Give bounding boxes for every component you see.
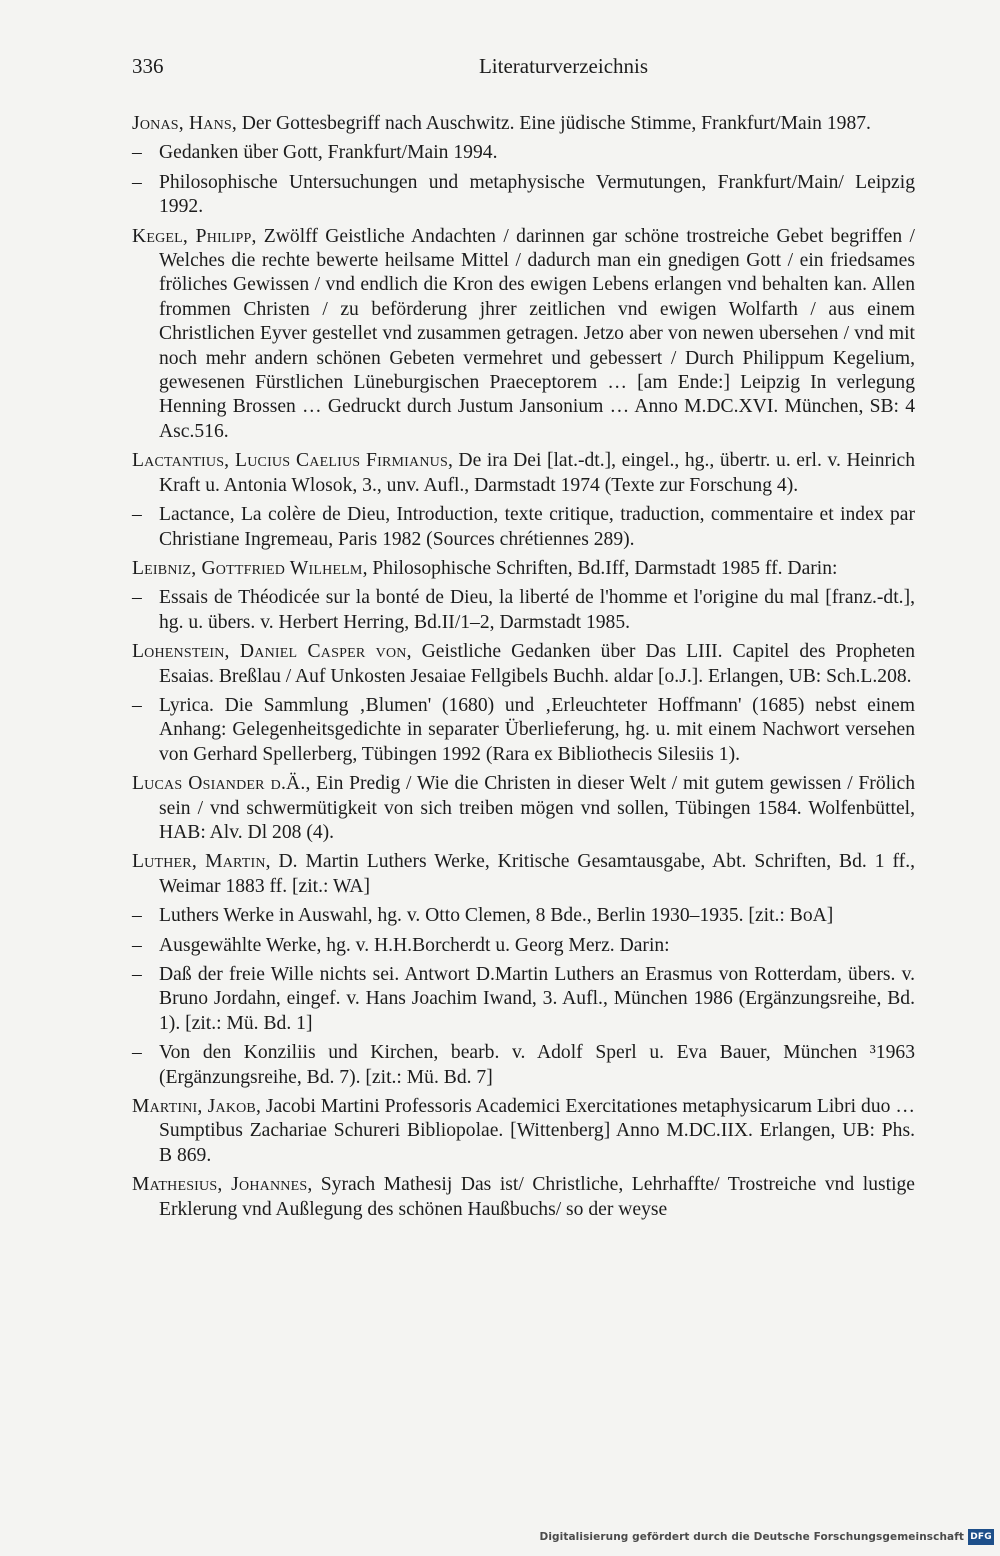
entry-dash: – <box>132 504 142 526</box>
sub-entry <box>132 141 915 165</box>
entry-text: , D. Martin Luthers Werke, Kritische Gesamtausgabe, Abt. Schriften, Bd. 1 ff., Weimar 1883 ff. [zit.: WA] <box>159 851 915 897</box>
page-number: 336 <box>132 54 164 78</box>
dfg-logo-icon: DFG <box>968 1529 994 1545</box>
bibliography-entry <box>132 112 915 136</box>
bibliography-entry <box>132 557 915 581</box>
entry-text: Ausgewählte Werke, hg. v. H.H.Borcherdt u. Georg Merz. Darin: <box>159 934 670 956</box>
entry-author: Martini, Jakob <box>132 1096 256 1118</box>
entry-dash: – <box>132 964 142 985</box>
entry-text: , Syrach Mathesij Das ist/ Christliche, Lehrhaffte/ Trostreiche vnd lustige Erklerung vnd Außlegung des schönen Haußbuchs/ so der weyse <box>159 1174 916 1220</box>
entry-dash: – <box>132 694 142 716</box>
sub-entry <box>132 586 915 635</box>
bibliography-list <box>132 112 915 1227</box>
entry-text: , Jacobi Martini Professoris Academici Exercitationes metaphysicarum Libri duo … Sumptibus Zachariae Schureri Bibliopolae. [Wittenberg] Anno M.DC.IIX. Erlangen, UB: Phs. B 869. <box>159 1096 915 1166</box>
entry-text: Essais de Théodicée sur la bonté de Dieu, la liberté de l'homme et l'origine du mal [franz.-dt.], hg. u. übers. v. Herbert Herring, Bd.II/1–2, Darmstadt 1985. <box>159 587 915 633</box>
page-header <box>132 54 915 88</box>
entry-author: Lucas Osiander d.Ä. <box>132 773 306 795</box>
entry-dash: – <box>132 587 142 609</box>
entry-text: , Der Gottesbegriff nach Auschwitz. Eine jüdische Stimme, Frankfurt/Main 1987. <box>231 113 871 134</box>
footer-credit <box>540 1526 994 1548</box>
bibliography-entry <box>132 850 915 899</box>
footer-text: Digitalisierung gefördert durch die Deutsche Forschungsgemeinschaft <box>539 1531 964 1543</box>
bibliography-entry <box>132 225 915 445</box>
entry-text: Lactance, La colère de Dieu, Introduction, texte critique, traduction, commentaire et index par Christiane Ingremeau, Paris 1982 (Sources chrétiennes 289). <box>159 504 915 550</box>
entry-text: , De ira Dei [lat.-dt.], eingel., hg., übertr. u. erl. v. Heinrich Kraft u. Antonia Wlosok, 3., unv. Aufl., Darmstadt 1974 (Texte zur Forschung 4). <box>159 450 915 496</box>
entry-text: , Philosophische Schriften, Bd.Iff, Darmstadt 1985 ff. Darin: <box>362 557 838 579</box>
entry-text: Von den Konziliis und Kirchen, bearb. v. Adolf Sperl u. Eva Bauer, München ³1963 (Ergänzungsreihe, Bd. 7). [zit.: Mü. Bd. 7] <box>159 1042 915 1088</box>
sub-entry <box>132 503 915 552</box>
entry-text: Gedanken über Gott, Frankfurt/Main 1994. <box>159 142 498 164</box>
bibliography-entry <box>132 449 915 498</box>
entry-text: Daß der freie Wille nichts sei. Antwort D.Martin Luthers an Erasmus von Rotterdam, übers. v. Bruno Jordahn, eingef. v. Hans Joachim Iwand, 3. Aufl., München 1986 (Ergänzungsreihe, Bd. 1). [zit.: Mü. Bd. 1] <box>159 964 915 1034</box>
entry-dash: – <box>132 905 142 927</box>
entry-text: Luthers Werke in Auswahl, hg. v. Otto Clemen, 8 Bde., Berlin 1930–1935. [zit.: BoA] <box>159 905 834 927</box>
sub-entry <box>132 963 915 1036</box>
bibliography-entry <box>132 772 915 845</box>
entry-text: Lyrica. Die Sammlung ‚Blumen' (1680) und ‚Erleuchteter Hoffmann' (1685) nebst einem Anhang: Gelegenheitsgedichte in separater Überlieferung, hg. u. mit einem Nachwort versehen von Gerhard Spellerberg, Tübingen 1992 (Rara ex Bibliothecis Silesiis 1). <box>159 694 915 765</box>
sub-entry <box>132 694 915 767</box>
entry-author: Kegel, Philipp <box>132 225 252 247</box>
sub-entry <box>132 1041 915 1090</box>
entry-author: Mathesius, Johannes <box>132 1174 308 1196</box>
entry-text: , Zwölff Geistliche Andachten / darinnen gar schöne trostreiche Gebet begriffen / Welches die rechte bewerte heilsame Mittel / dadurch man ein gnedigen Gott / ein friedsames fröliches Gewissen / vnd endlich die Kron des ewigen Lebens erlangen vnd behalten kan. Allen frommen Christen / zu beförderung jhrer zeitlichen vnd ewigen Wolfarth / aus einem Christlichen Eyver gestellet vnd zusammen getragen. Jetzo aber von newen ubersehen / vnd mit noch mehr andern schönen Gebeten vermehret und gebessert / Durch Philippum Kegelium, gewesenen Fürstlichen Lüneburgischen Praeceptorem … [am Ende:] Leipzig In verlegung Henning Brossen … Gedruckt durch Justum Jansonium … Anno M.DC.XVI. München, SB: 4 Asc.516. <box>159 225 915 442</box>
entry-text: , Geistliche Gedanken über Das LIII. Capitel des Propheten Esaias. Breßlau / Auf Unkosten Jesaiae Fellgibels Buchh. aldar [o.J.]. Erlangen, UB: Sch.L.208. <box>159 641 915 687</box>
entry-dash: – <box>132 142 142 164</box>
entry-author: Luther, Martin <box>132 851 266 873</box>
sub-entry <box>132 171 915 220</box>
entry-author: Jonas, Hans <box>132 113 232 134</box>
bibliography-entry <box>132 1095 915 1168</box>
sub-entry <box>132 904 915 928</box>
bibliography-entry <box>132 640 915 689</box>
sub-entry <box>132 934 915 958</box>
entry-dash: – <box>132 1042 142 1064</box>
entry-author: Lactantius, Lucius Caelius Firmianus <box>132 450 448 472</box>
bibliography-entry <box>132 1173 915 1222</box>
entry-dash: – <box>132 934 142 956</box>
entry-text: Philosophische Untersuchungen und metaphysische Vermutungen, Frankfurt/Main/ Leipzig 1992. <box>159 171 915 218</box>
entry-dash: – <box>132 171 142 193</box>
running-title: Literaturverzeichnis <box>478 54 649 78</box>
entry-text: , Ein Predig / Wie die Christen in dieser Welt / mit gutem gewissen / Frölich sein / vnd schwermütigkeit von sich treiben mögen vnd sollen, Tübingen 1584. Wolfenbüttel, HAB: Alv. Dl 208 (4). <box>159 773 915 843</box>
entry-author: Lohenstein, Daniel Casper von <box>132 641 407 663</box>
entry-author: Leibniz, Gottfried Wilhelm <box>132 557 363 579</box>
